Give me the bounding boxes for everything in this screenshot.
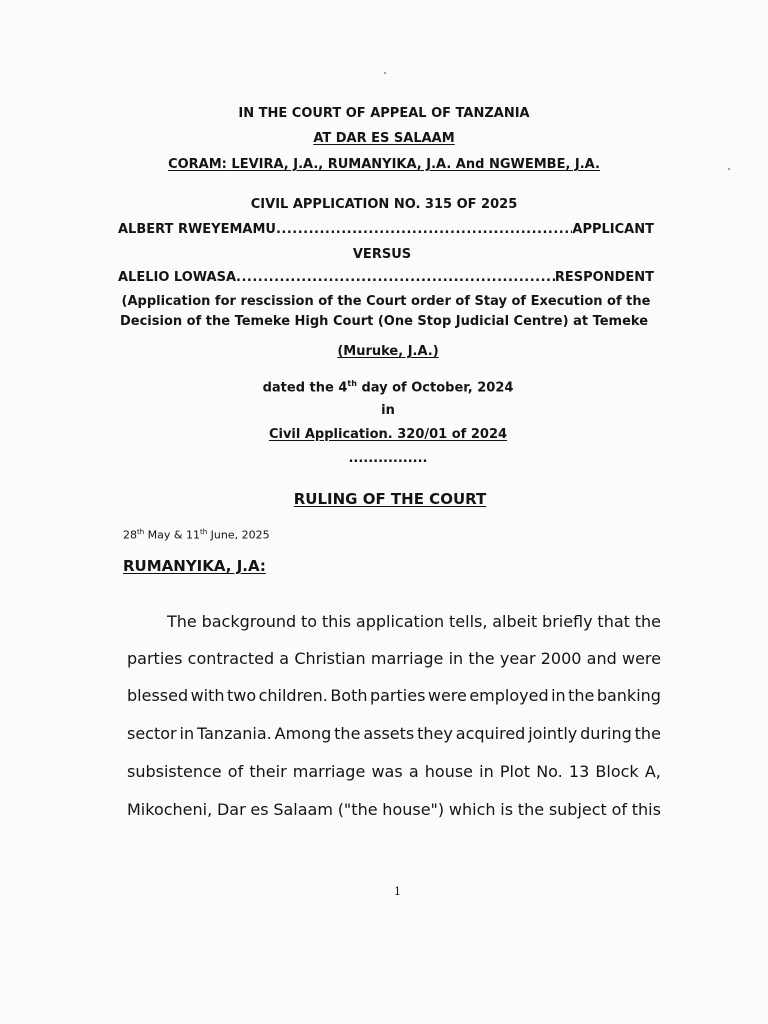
paragraph-word: in: [179, 724, 195, 743]
date-sup-1: th: [137, 528, 145, 536]
paragraph-word: the: [334, 724, 361, 743]
paragraph-word: No.: [536, 762, 563, 781]
leader-dots: [236, 270, 555, 285]
respondent-line: [118, 270, 654, 285]
paragraph-word: which: [448, 800, 496, 819]
date-mid: May & 11: [144, 528, 200, 542]
paragraph-word: in: [479, 762, 494, 781]
paragraph-word: the: [634, 724, 661, 743]
leader-dots: [276, 222, 572, 237]
applicant-role: APPLICANT: [572, 222, 654, 237]
paragraph-word: Salaam: [273, 800, 333, 819]
paragraph-word: employed: [469, 686, 549, 705]
dated-line: [4, 379, 768, 395]
paragraph-word: subsistence: [127, 762, 222, 781]
paragraph-word: Christian: [294, 649, 366, 668]
respondent-role: RESPONDENT: [554, 270, 654, 285]
paragraph-word: with: [190, 686, 225, 705]
date-day-1: 28: [123, 528, 137, 542]
paragraph-word: ("the: [337, 800, 378, 819]
coram-judges: LEVIRA, J.A., RUMANYIKA, J.A. And NGWEMBE, J.A.: [231, 157, 600, 172]
paragraph-word: acquired: [455, 724, 526, 743]
paragraph-word: house: [424, 762, 474, 781]
paragraph-word: that: [597, 612, 630, 631]
paragraph-word: The: [167, 612, 197, 631]
paragraph-word: the: [568, 686, 595, 705]
paragraph-word: in: [551, 686, 566, 705]
paragraph-word: Plot: [499, 762, 531, 781]
paragraph-word: application: [355, 612, 445, 631]
paragraph-word: Block: [595, 762, 639, 781]
paragraph-word: and: [586, 649, 617, 668]
paragraph-word: of: [227, 762, 244, 781]
paragraph-word: this: [631, 800, 661, 819]
paragraph-line: [127, 649, 661, 668]
paragraph-word: marriage: [292, 762, 366, 781]
paragraph-word: the: [517, 800, 545, 819]
dated-prefix: dated the 4: [262, 380, 348, 396]
paragraph-word: children.: [258, 686, 328, 705]
paragraph-word: albeit: [492, 612, 538, 631]
paragraph-word: parties: [369, 686, 426, 705]
applicant-name: ALBERT RWEYEMAMU: [118, 222, 276, 237]
paragraph-word: blessed: [127, 686, 189, 705]
paragraph-word: 13: [568, 762, 590, 781]
separator-dots: ................: [348, 451, 428, 466]
paragraph-word: the: [468, 649, 495, 668]
paragraph-word: a: [408, 762, 419, 781]
application-number: CIVIL APPLICATION NO. 315 OF 2025: [250, 197, 518, 212]
coram-label: CORAM:: [168, 157, 227, 172]
paragraph-word: during: [580, 724, 632, 743]
application-description-line2: Decision of the Temeke High Court (One Stop Judicial Centre) at Temeke: [119, 314, 649, 329]
paragraph-word: tells,: [449, 612, 488, 631]
paragraph-word: contracted: [187, 649, 275, 668]
civil-application-reference: Civil Application. 320/01 of 2024: [268, 427, 508, 442]
paragraph-word: was: [371, 762, 403, 781]
paragraph-word: jointly: [528, 724, 578, 743]
paragraph-word: 2000: [540, 649, 582, 668]
paragraph-line: [127, 762, 661, 781]
coram-line: [0, 157, 768, 172]
paragraph-word: briefly: [542, 612, 593, 631]
dated-suffix: day of October, 2024: [356, 380, 514, 396]
paragraph-word: Mikocheni,: [127, 800, 213, 819]
paragraph-word: Dar: [216, 800, 246, 819]
paragraph-word: they: [417, 724, 453, 743]
paragraph-word: were: [621, 649, 661, 668]
ruling-author: RUMANYIKA, J.A:: [123, 557, 266, 575]
paragraph-word: Tanzania.: [197, 724, 272, 743]
paragraph-word: in: [448, 649, 464, 668]
paragraph-word: a: [279, 649, 290, 668]
paragraph-word: A,: [644, 762, 661, 781]
paragraph-word: banking: [596, 686, 661, 705]
paragraph-word: were: [427, 686, 467, 705]
paragraph-word: Both: [330, 686, 368, 705]
scan-speck: [384, 72, 386, 74]
paragraph-line: [127, 724, 661, 743]
paragraph-word: this: [321, 612, 352, 631]
paragraph-word: parties: [127, 649, 183, 668]
paragraph-word: of: [611, 800, 627, 819]
respondent-name: ALELIO LOWASA: [118, 270, 237, 285]
paragraph-word: marriage: [370, 649, 444, 668]
paragraph-word: two: [226, 686, 257, 705]
in-label: in: [381, 403, 395, 418]
date-end: June, 2025: [207, 528, 270, 542]
date-sup-2: th: [200, 528, 208, 536]
paragraph-word: Among: [274, 724, 332, 743]
paragraph-word: their: [249, 762, 287, 781]
court-title: IN THE COURT OF APPEAL OF TANZANIA: [238, 106, 530, 121]
paragraph-word: is: [500, 800, 514, 819]
paragraph-line: [127, 800, 661, 819]
paragraph-word: subject: [548, 800, 607, 819]
paragraph-word: the: [634, 612, 661, 631]
page-number: 1: [394, 885, 401, 898]
court-location: AT DAR ES SALAAM: [313, 131, 455, 146]
paragraph-word: year: [499, 649, 536, 668]
paragraph-word: house"): [382, 800, 445, 819]
paragraph-line: [167, 612, 661, 631]
paragraph-word: sector: [127, 724, 177, 743]
paragraph-line: [127, 686, 661, 705]
paragraph-word: to: [301, 612, 318, 631]
ruling-heading: RULING OF THE COURT: [293, 490, 487, 508]
paragraph-word: background: [201, 612, 297, 631]
application-description-line1: (Application for rescission of the Court order of Stay of Execution of the: [121, 294, 651, 309]
ruling-dates: [123, 528, 270, 542]
applicant-line: [118, 222, 654, 237]
paragraph-word: es: [250, 800, 269, 819]
paragraph-word: assets: [363, 724, 415, 743]
versus-label: VERSUS: [352, 247, 412, 262]
dated-superscript: th: [347, 379, 357, 388]
judge-name: (Muruke, J.A.): [337, 344, 439, 359]
